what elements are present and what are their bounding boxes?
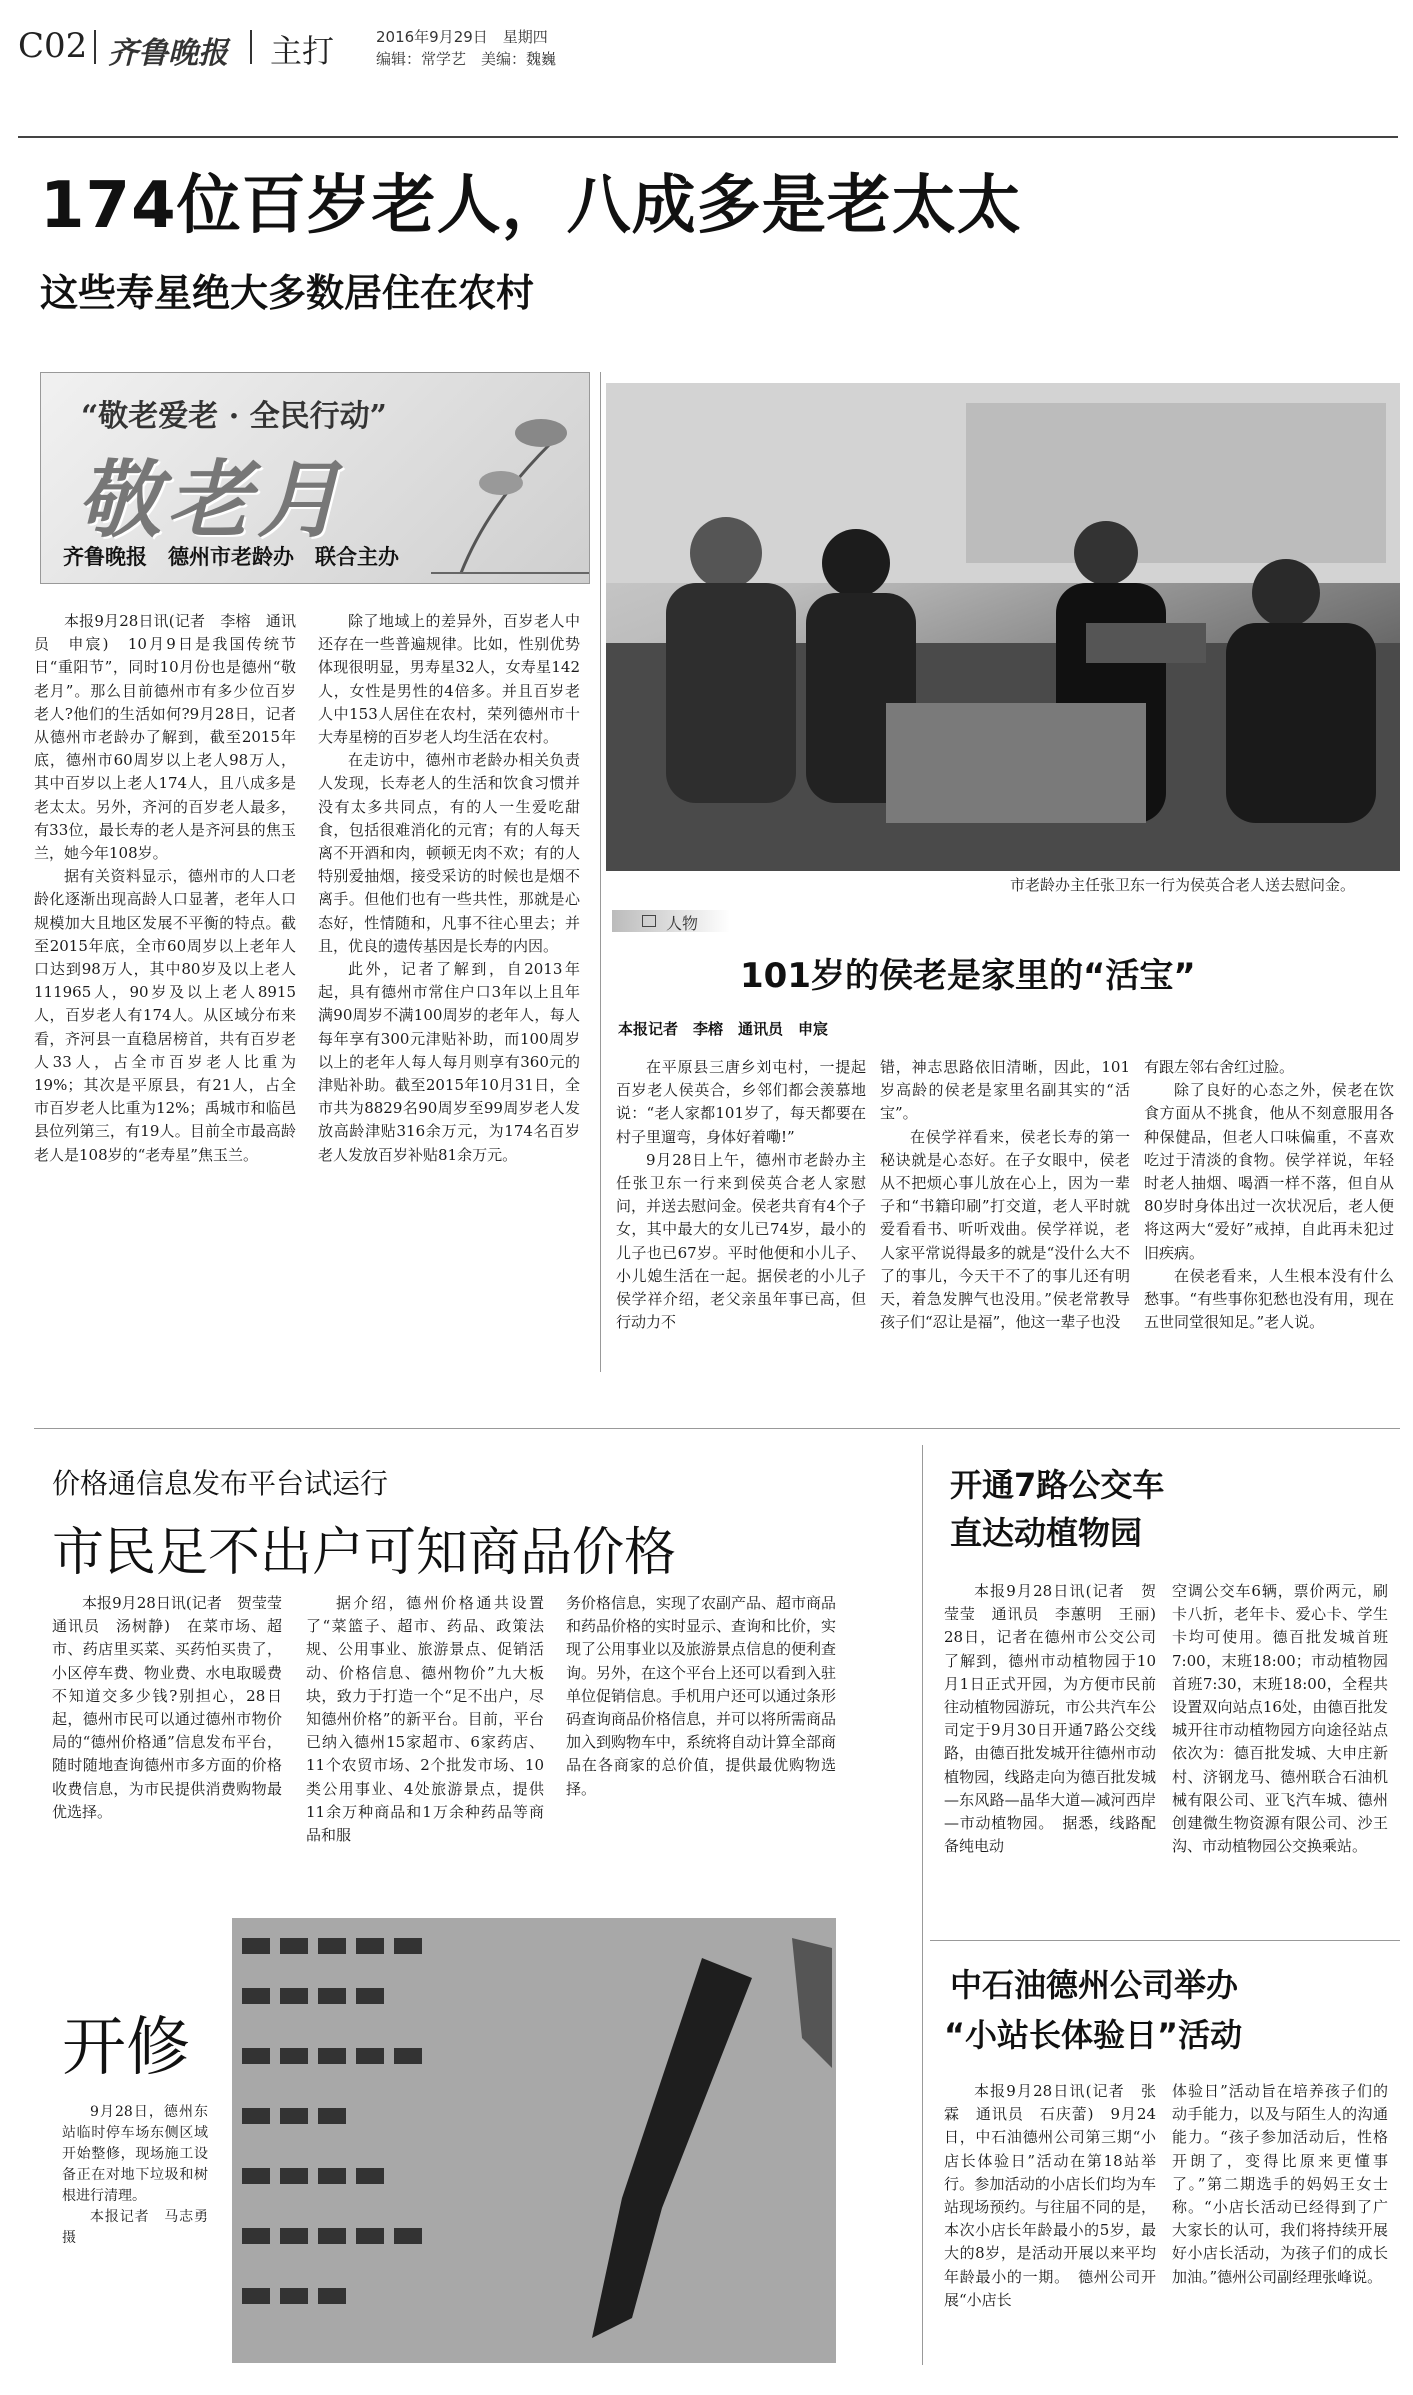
price-headline: 市民足不出户可知商品价格 bbox=[52, 1523, 677, 1583]
feature-headline: 101岁的侯老是家里的“活宝” bbox=[740, 956, 1196, 996]
section-name: 主打 bbox=[270, 32, 335, 70]
masthead-rule bbox=[18, 136, 1398, 138]
body-paragraph: 有跟左邻右舍红过脸。 bbox=[1144, 1058, 1295, 1076]
price-kicker: 价格通信息发布平台试运行 bbox=[52, 1467, 389, 1500]
bus-headline-line2: 直达动植物园 bbox=[950, 1514, 1143, 1552]
column-divider bbox=[922, 1445, 923, 2365]
feature-col-3 bbox=[1144, 1056, 1394, 1334]
price-col-3 bbox=[566, 1592, 836, 1801]
body-paragraph: 在侯学祥看来，侯老长寿的第一秘诀就是心态好。在子女眼中，侯老从不把烦心事儿放在心上，因为一辈子和“书籍印刷”打交道，老人平时就爱看看书、听听戏曲。侯学祥说，老人家平常说得最多的就是“没什么大不了的事儿，今天干不了的事儿还有明天，着急发脾气也没用。”侯老常教导孩子们“忍让是福”，他这一辈子也没 bbox=[880, 1127, 1130, 1332]
masthead bbox=[0, 0, 1413, 80]
campaign-banner bbox=[40, 372, 590, 584]
oil-headline-line1: 中石油德州公司举办 bbox=[950, 1966, 1239, 2004]
parking-aerial-photo bbox=[232, 1918, 836, 2363]
divider-bar bbox=[94, 30, 96, 64]
tag-label: 人物 bbox=[666, 914, 699, 933]
photo-story-caption bbox=[62, 2102, 222, 2249]
feature-tag bbox=[612, 910, 730, 932]
body-paragraph: 9月28日上午，德州市老龄办主任张卫东一行来到侯英合老人家慰问，并送去慰问金。侯老共育有4个子女，其中最大的女儿已74岁，最小的儿子也已67岁。平时他便和小儿子、小儿媳生活在一起。据侯老的小儿子侯学祥介绍，老父亲虽年事已高，但行动力不 bbox=[616, 1150, 866, 1332]
oil-headline-line2: “小站长体验日”活动 bbox=[944, 2016, 1243, 2054]
photo-story-headline: 开修 bbox=[62, 2011, 190, 2085]
lead-col-1 bbox=[34, 610, 296, 1167]
body-paragraph: 在侯老看来，人生根本没有什么愁事。“有些事你犯愁也没有用，现在五世同堂很知足。”老人说。 bbox=[1144, 1266, 1394, 1332]
feature-byline: 本报记者 李榕 通讯员 申宸 bbox=[618, 1020, 829, 1038]
body-paragraph: 本报9月28日讯(记者 张霖 通讯员 石庆蕾) 9月24日，中石油德州公司第三期“小店长体验日”活动在第18站举行。参加活动的小店长们均为车站现场预约。与往届不同的是，本次小店长年龄最小的5岁，最大的8岁，是活动开展以来平均年龄最小的一期。 德州公司开展“小店长 bbox=[944, 2082, 1156, 2309]
banner-title: 敬老月 bbox=[77, 450, 348, 549]
visit-photo bbox=[606, 383, 1400, 871]
section-rule bbox=[34, 1428, 1400, 1429]
divider-bar bbox=[250, 30, 252, 64]
body-paragraph: 据有关资料显示，德州市的人口老龄化逐渐出现高龄人口显著，老年人口规模加大且地区发展不平衡的特点。截至2015年底，全市60周岁以上老年人口达到98万人，其中80岁及以上老人111965人，90岁及以上老人8915人，百岁老人有174人。从区域分布来看，齐河县一直稳居榜首，共有百岁老人33人，占全市百岁老人比重为19%；其次是平原县，有21人，占全市百岁老人比重为12%；禹城市和临邑县位列第三，有19人。目前全市最高龄老人是108岁的“老寿星”焦玉兰。 bbox=[34, 867, 296, 1164]
oil-col-2 bbox=[1172, 2080, 1388, 2289]
page-number: C02 bbox=[18, 26, 88, 66]
body-paragraph: 据介绍，德州价格通共设置了“菜篮子、超市、药品、政策法规、公用事业、旅游景点、促销活动、价格信息、德州物价”九大板块，致力于打造一个“足不出户，尽知德州价格”的新平台。目前，平台已纳入德州15家超市、6家药店、11个农贸市场、2个批发市场、10类公用事业、4处旅游景点，提供11余万种商品和1万余种药品等商品和服 bbox=[306, 1594, 544, 1845]
body-paragraph: 空调公交车6辆，票价两元，刷卡八折，老年卡、爱心卡、学生卡均可使用。德百批发城首班7:00，末班18:00；市动植物园首班7:30，末班18:00，全程共设置双向站点16处，由德百批发城开往市动植物园方向途径站点依次为：德百批发城、大申庄新村、济钢龙马、德州联合石油机械有限公司、亚飞汽车城、德州创建微生物资源有限公司、沙王沟、市动植物园公交换乘站。 bbox=[1172, 1582, 1388, 1856]
body-paragraph: 本报9月28日讯(记者 贺莹莹 通讯员 汤树静) 在菜市场、超市、药店里买菜、买药怕买贵了，小区停车费、物业费、水电取暖费不知道交多少钱?别担心，28日起，德州市民可以通过德州市物价局的“德州价格通”信息发布平台，随时随地查询德州市多方面的价格收费信息，为市民提供消费购物最优选择。 bbox=[52, 1594, 298, 1821]
section-rule bbox=[930, 1940, 1400, 1941]
body-paragraph: 除了地域上的差异外，百岁老人中还存在一些普遍规律。比如，性别优势体现很明显，男寿星32人，女寿星142人，女性是男性的4倍多。并且百岁老人中153人居住在农村，荣列德州市十大寿星榜的百岁老人均生活在农村。 bbox=[318, 612, 580, 747]
body-paragraph: 此外，记者了解到，自2013年起，具有德州市常住户口3年以上且年满90周岁不满100周岁的老年人，每人每年享有300元津贴补助，而100周岁以上的老年人每人每月则享有360元的津贴补助。截至2015年10月31日，全市共为8829名90周岁至99周岁老人发放高龄津贴316余万元，为174名百岁老人发放百岁补贴81余万元。 bbox=[318, 960, 580, 1164]
caption-text: 9月28日，德州东站临时停车场东侧区域开始整修，现场施工设备正在对地下垃圾和树根进行清理。 bbox=[62, 2104, 208, 2204]
body-paragraph: 务价格信息，实现了农副产品、超市商品和药品价格的实时显示、查询和比价，实现了公用事业以及旅游景点信息的便利查询。另外，在这个平台上还可以看到入驻单位促销信息。手机用户还可以通过条形码查询商品价格信息，并可以将所需商品加入到购物车中，系统将自动计算全部商品在各商家的总价值，提供最优购物选择。 bbox=[566, 1594, 837, 1798]
bus-col-2 bbox=[1172, 1580, 1388, 1858]
body-paragraph: 体验日”活动旨在培养孩子们的动手能力，以及与陌生人的沟通能力。“孩子参加活动后，性格开朗了，变得比原来更懂事了。”第二期选手的妈妈王女士称。“小店长活动已经得到了广大家长的认可，我们将持续开展好小店长活动，为孩子们的成长加油。”德州公司副经理张峰说。 bbox=[1172, 2082, 1388, 2286]
banner-sponsors: 齐鲁晚报 德州市老龄办 联合主办 bbox=[63, 545, 399, 569]
issue-date: 2016年9月29日 星期四 bbox=[376, 28, 548, 46]
feature-col-1 bbox=[616, 1056, 866, 1334]
body-paragraph: 除了良好的心态之外，侯老在饮食方面从不挑食，他从不刻意服用各种保健品，但老人口味偏重，不喜欢吃过于清淡的食物。侯学祥说，年轻时老人抽烟、喝酒一样不落，但自从80岁时身体出过一次状况后，老人便将这两大“爱好”戒掉，自此再未犯过旧疾病。 bbox=[1144, 1081, 1394, 1262]
tag-icon bbox=[642, 915, 656, 927]
editors: 编辑：常学艺 美编：魏巍 bbox=[376, 50, 557, 68]
body-paragraph: 在走访中，德州市老龄办相关负责人发现，长寿老人的生活和饮食习惯并没有太多共同点，有的人一生爱吃甜食，包括很难消化的元宵；有的人每天离不开酒和肉，顿顿无肉不欢；有的人特别爱抽烟，接受采访的时候也是烟不离手。但他们也有一些共性，那就是心态好，性情随和，凡事不往心里去；并且，优良的遗传基因是长寿的内因。 bbox=[318, 751, 580, 955]
banner-slogan: “敬老爱老 · 全民行动” bbox=[81, 399, 387, 434]
lead-headline: 174位百岁老人，八成多是老太太 bbox=[40, 169, 1022, 243]
column-divider bbox=[600, 372, 601, 1372]
oil-col-1 bbox=[944, 2080, 1156, 2312]
lead-paragraph: 本报9月28日讯(记者 李榕 通讯员 申宸) 10月9日是我国传统节日“重阳节”，同时10月份也是德州“敬老月”。那么目前德州市有多少位百岁老人?他们的生活如何?9月28日，记者从德州市老龄办了解到，截至2015年底，德州市60周岁以上老人98万人，其中百岁以上老人174人，且八成多是老太太。另外，齐河的百岁老人最多，有33位，最长寿的老人是齐河县的焦玉兰，她今年108岁。 bbox=[34, 612, 296, 863]
lead-subhead: 这些寿星绝大多数居住在农村 bbox=[40, 271, 535, 315]
body-paragraph: 本报9月28日讯(记者 贺莹莹 通讯员 李蕙明 王丽) 28日，记者在德州市公交公司了解到，德州市动植物园于10月1日正式开园，为方便市民前往动植物园游玩，市公共汽车公司定于9月30日开通7路公交线路，由德百批发城开往德州市动植物园，线路走向为德百批发城—东风路—晶华大道—减河西岸—市动植物园。 据悉，线路配备纯电动 bbox=[944, 1582, 1172, 1856]
photo-caption: 市老龄办主任张卫东一行为侯英合老人送去慰问金。 bbox=[1010, 876, 1356, 894]
body-paragraph: 在平原县三唐乡刘屯村，一提起百岁老人侯英合，乡邻们都会羡慕地说：“老人家都101岁了，每天都要在村子里遛弯，身体好着嘞!” bbox=[616, 1058, 866, 1146]
paper-logo: 齐鲁晚报 bbox=[108, 36, 228, 71]
body-paragraph: 错，神志思路依旧清晰，因此，101岁高龄的侯老是家里名副其实的“活宝”。 bbox=[880, 1058, 1130, 1123]
photo-credit: 本报记者 马志勇 摄 bbox=[62, 2209, 222, 2246]
aerial-scene bbox=[232, 1918, 836, 2363]
bus-col-1 bbox=[944, 1580, 1172, 1858]
bus-headline-line1: 开通7路公交车 bbox=[950, 1466, 1165, 1504]
photo-scene bbox=[606, 383, 1400, 871]
price-col-1 bbox=[52, 1592, 298, 1824]
lead-col-2 bbox=[318, 610, 580, 1167]
crane-illustration bbox=[421, 373, 589, 583]
feature-col-2 bbox=[880, 1056, 1130, 1334]
price-col-2 bbox=[306, 1592, 544, 1847]
